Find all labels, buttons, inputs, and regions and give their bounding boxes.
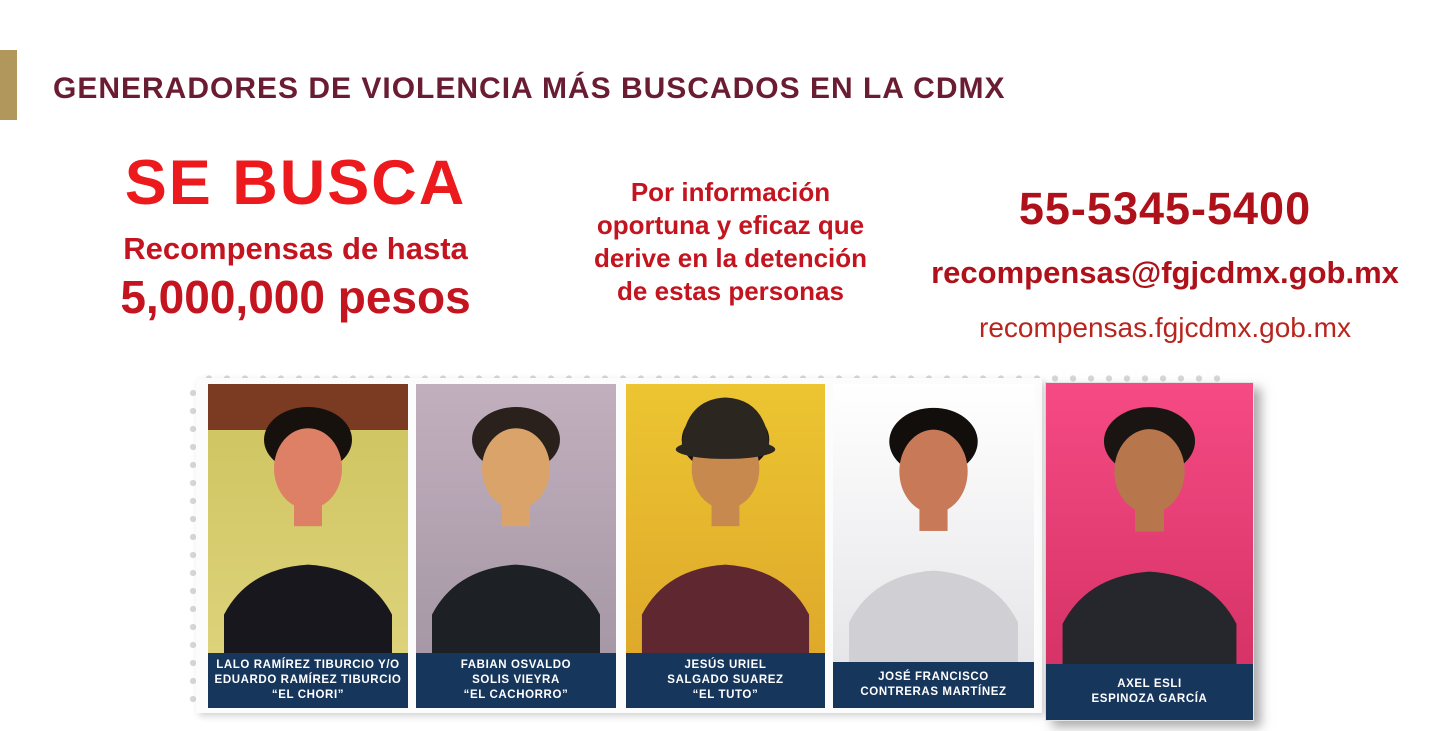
name-line: JESÚS URIEL — [684, 659, 767, 671]
name-line: LALO RAMÍREZ TIBURCIO Y/O — [216, 659, 400, 671]
reward-amount-intro: Recompensas de hasta — [123, 231, 468, 266]
info-line: oportuna y eficaz que — [596, 210, 865, 240]
mugshot-photo — [1046, 383, 1253, 664]
person-silhouette — [833, 384, 1034, 662]
name-line: EDUARDO RAMÍREZ TIBURCIO — [214, 674, 402, 686]
person-silhouette — [1046, 383, 1253, 664]
tan-accent-block — [0, 50, 17, 120]
mugshot-photo — [833, 384, 1034, 662]
name-line: “EL CHORI” — [271, 689, 345, 701]
name-plate — [833, 662, 1034, 708]
reward-amount: 5,000,000 pesos — [120, 271, 471, 323]
cap-shape — [676, 397, 776, 458]
name-plate — [1046, 664, 1253, 720]
email-link[interactable]: recompensas@fgjcdmx.gob.mx — [931, 255, 1399, 290]
website-link[interactable]: recompensas.fgjcdmx.gob.mx — [979, 312, 1351, 343]
name-line: ESPINOZA GARCÍA — [1091, 693, 1208, 705]
name-plate — [626, 653, 825, 708]
name-line: “EL CACHORRO” — [463, 689, 569, 701]
name-line: JOSÉ FRANCISCO — [878, 671, 989, 683]
info-line: Por información — [630, 177, 831, 207]
info-line: derive en la detención — [593, 243, 868, 273]
mugshot-photo — [208, 384, 408, 653]
name-line: AXEL ESLI — [1117, 678, 1182, 690]
name-line: CONTRERAS MARTÍNEZ — [860, 686, 1007, 698]
person-silhouette — [208, 384, 408, 653]
wanted-card — [208, 384, 408, 708]
se-busca-heading: SE BUSCA — [124, 148, 467, 218]
wanted-card — [1045, 382, 1254, 721]
name-plate — [416, 653, 616, 708]
page-title: GENERADORES DE VIOLENCIA MÁS BUSCADOS EN LA CDMX — [53, 72, 1006, 105]
contact-block — [915, 183, 1415, 344]
info-message — [548, 176, 913, 308]
person-silhouette — [626, 384, 825, 653]
name-line: SOLIS VIEYRA — [472, 674, 560, 686]
wanted-card — [416, 384, 616, 708]
info-line: de estas personas — [617, 276, 844, 306]
name-plate — [208, 653, 408, 708]
reward-block — [68, 148, 523, 324]
person-silhouette — [416, 384, 616, 653]
mugshot-photo — [626, 384, 825, 653]
mugshot-photo — [416, 384, 616, 653]
name-line: “EL TUTO” — [692, 689, 759, 701]
wanted-card — [833, 384, 1034, 708]
name-line: SALGADO SUAREZ — [667, 674, 784, 686]
name-line: FABIAN OSVALDO — [460, 659, 572, 671]
wanted-card — [626, 384, 825, 708]
phone-number: 55-5345-5400 — [1018, 183, 1312, 234]
